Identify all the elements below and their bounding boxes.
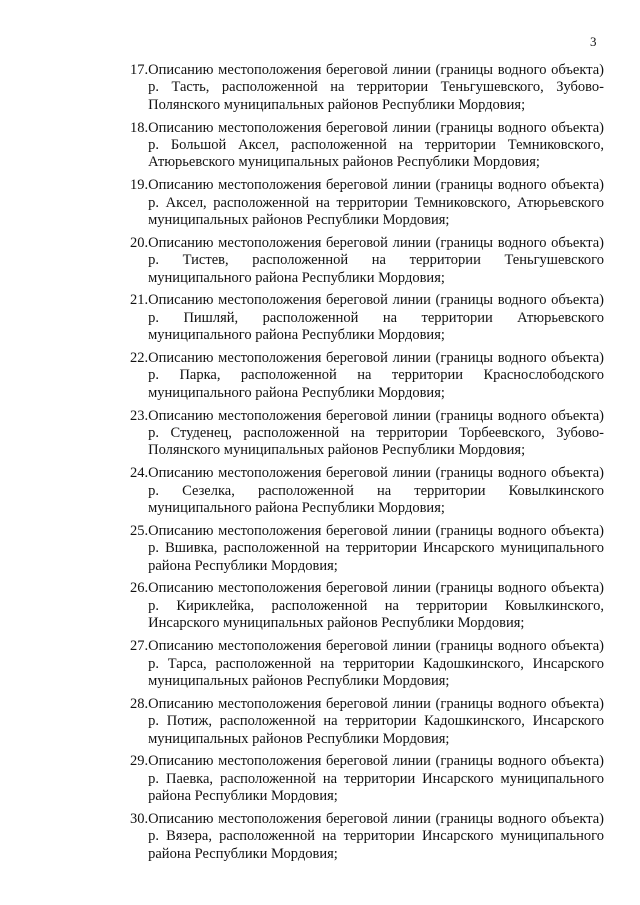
list-item-number: 19. bbox=[130, 177, 149, 194]
list-item-number: 26. bbox=[130, 580, 149, 597]
list-item bbox=[130, 638, 604, 690]
list-item bbox=[130, 696, 604, 748]
list-item-number: 27. bbox=[130, 638, 149, 655]
list-item-text: Описанию местоположения береговой линии (границы водного объекта) р. Паевка, расположенной на территории Инсарского муниципального района Республики Мордовия; bbox=[148, 753, 604, 805]
list-item bbox=[130, 811, 604, 863]
list-item-text: Описанию местоположения береговой линии (границы водного объекта) р. Пишляй, расположенной на территории Атюрьевского муниципального района Республики Мордовия; bbox=[148, 292, 604, 344]
list-item-number: 28. bbox=[130, 695, 149, 712]
list-item-text: Описанию местоположения береговой линии (границы водного объекта) р. Вязера, расположенной на территории Инсарского муниципального района Республики Мордовия; bbox=[148, 810, 604, 862]
list-item bbox=[130, 523, 604, 575]
list-item-number: 20. bbox=[130, 234, 149, 251]
list-item bbox=[130, 62, 604, 114]
page-number: 3 bbox=[590, 34, 597, 49]
list-item-text: Описанию местоположения береговой линии (границы водного объекта) р. Вшивка, расположенной на территории Инсарского муниципального района Республики Мордовия; bbox=[148, 522, 604, 574]
list-item bbox=[130, 177, 604, 229]
list-item-number: 18. bbox=[130, 119, 149, 136]
list-item-text: Описанию местоположения береговой линии (границы водного объекта) р. Сезелка, расположенной на территории Ковылкинского муниципального района Республики Мордовия; bbox=[148, 465, 604, 517]
list-item-number: 30. bbox=[130, 810, 149, 827]
list-item-number: 24. bbox=[130, 465, 149, 482]
list-item-number: 22. bbox=[130, 350, 149, 367]
list-item bbox=[130, 408, 604, 460]
list-item-text: Описанию местоположения береговой линии (границы водного объекта) р. Тарса, расположенной на территории Кадошкинского, Инсарского муниципальных районов Республики Мордовия; bbox=[148, 638, 604, 689]
list-item-number: 29. bbox=[130, 753, 149, 770]
list-item-text: Описанию местоположения береговой линии (границы водного объекта) р. Потиж, расположенной на территории Кадошкинского, Инсарского муниципальных районов Республики Мордовия; bbox=[148, 695, 604, 747]
list-item bbox=[130, 235, 604, 287]
list-item-number: 17. bbox=[130, 62, 149, 78]
list-item-text: Описанию местоположения береговой линии (границы водного объекта) р. Тистев, расположенной на территории Теньгушевского муниципального района Республики Мордовия; bbox=[148, 234, 604, 286]
list-item bbox=[130, 292, 604, 344]
list-item bbox=[130, 350, 604, 402]
list-item-number: 25. bbox=[130, 522, 149, 539]
list-item bbox=[130, 465, 604, 517]
list-item-text: Описанию местоположения береговой линии (границы водного объекта) р. Студенец, расположенной на территории Торбеевского, Зубово-Полянского муниципальных районов Республики Мордовия; bbox=[148, 407, 604, 459]
numbered-list bbox=[130, 62, 604, 869]
list-item-text: Описанию местоположения береговой линии (границы водного объекта) р. Кириклейка, расположенной на территории Ковылкинского, Инсарского муниципальных районов Республики Мордовия; bbox=[148, 580, 604, 632]
list-item-text: Описанию местоположения береговой линии (границы водного объекта) р. Парка, расположенной на территории Краснослободского муниципального района Республики Мордовия; bbox=[148, 350, 604, 401]
list-item bbox=[130, 580, 604, 632]
list-item-text: Описанию местоположения береговой линии (границы водного объекта) р. Большой Аксел, расположенной на территории Темниковского, Атюрьевского муниципальных районов Республики Мордовия; bbox=[148, 119, 604, 171]
list-item bbox=[130, 753, 604, 805]
list-item-text: Описанию местоположения береговой линии (границы водного объекта) р. Аксел, расположенной на территории Темниковского, Атюрьевского муниципальных районов Республики Мордовия; bbox=[148, 177, 604, 229]
list-item-text: Описанию местоположения береговой линии (границы водного объекта) р. Тасть, расположенной на территории Теньгушевского, Зубово-Полянского муниципальных районов Республики Мордовия; bbox=[148, 62, 604, 113]
list-item-number: 23. bbox=[130, 407, 149, 424]
list-item bbox=[130, 120, 604, 172]
list-item-number: 21. bbox=[130, 292, 149, 309]
